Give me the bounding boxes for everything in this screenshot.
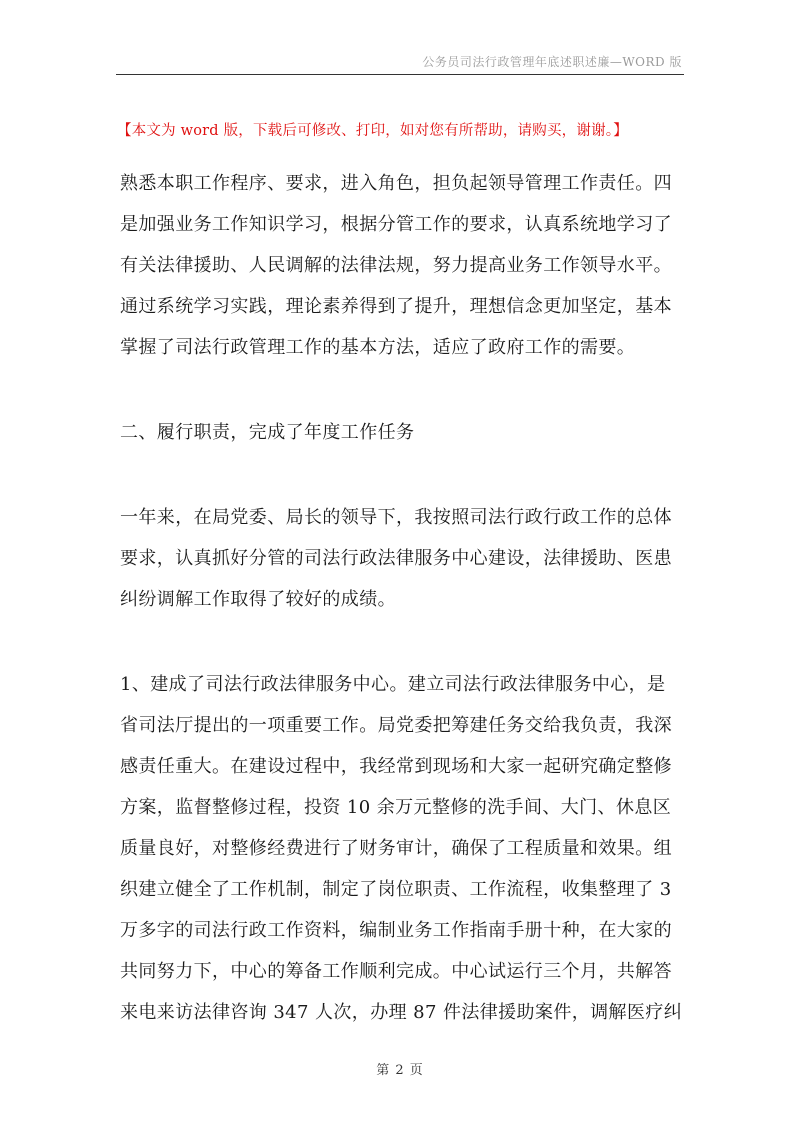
- text-line: 通过系统学习实践，理论素养得到了提升，理想信念更加坚定，基本: [120, 296, 672, 317]
- text-line: 一年来，在局党委、局长的领导下，我按照司法行政行政工作的总体: [120, 507, 672, 528]
- text-line: 质量良好，对整修经费进行了财务审计，确保了工程质量和效果。组: [120, 838, 672, 859]
- body-paragraph-3: [120, 664, 684, 1033]
- text-line: 感责任重大。在建设过程中，我经常到现场和大家一起研究确定整修: [120, 756, 672, 777]
- text-line: 掌握了司法行政管理工作的基本方法，适应了政府工作的需要。: [120, 337, 636, 358]
- page-number: 第 2 页: [376, 1063, 424, 1078]
- text-line: 是加强业务工作知识学习，根据分管工作的要求，认真系统地学习了: [120, 214, 672, 235]
- body-paragraph-2: [120, 497, 684, 620]
- section-heading-2: [120, 412, 684, 453]
- purchase-notice: 【本文为 word 版，下载后可修改、打印，如对您有所帮助，请购买，谢谢。】: [117, 123, 628, 139]
- body-paragraph-1: [120, 163, 684, 368]
- text-line: 方案，监督整修过程，投资 10 余万元整修的洗手间、大门、休息区: [120, 797, 672, 818]
- text-line: 省司法厅提出的一项重要工作。局党委把筹建任务交给我负责，我深: [120, 715, 672, 736]
- text-line: 共同努力下，中心的筹备工作顺利完成。中心试运行三个月，共解答: [120, 961, 672, 982]
- text-line: 熟悉本职工作程序、要求，进入角色，担负起领导管理工作责任。四: [120, 173, 672, 194]
- text-line: 来电来访法律咨询 347 人次，办理 87 件法律援助案件，调解医疗纠: [120, 1002, 683, 1023]
- header-divider: [116, 74, 684, 75]
- text-line: 1、建成了司法行政法律服务中心。建立司法行政法律服务中心，是: [120, 674, 666, 695]
- text-line: 有关法律援助、人民调解的法律法规，努力提高业务工作领导水平。: [120, 255, 672, 276]
- text-line: 要求，认真抓好分管的司法行政法律服务中心建设，法律援助、医患: [120, 548, 672, 569]
- page-header-title: 公务员司法行政管理年底述职述廉—WORD 版: [422, 55, 682, 69]
- heading-text: 二、履行职责，完成了年度工作任务: [120, 422, 415, 443]
- text-line: 万多字的司法行政工作资料，编制业务工作指南手册十种，在大家的: [120, 920, 672, 941]
- text-line: 织建立健全了工作机制，制定了岗位职责、工作流程，收集整理了 3: [120, 879, 672, 900]
- text-line: 纠纷调解工作取得了较好的成绩。: [120, 589, 396, 610]
